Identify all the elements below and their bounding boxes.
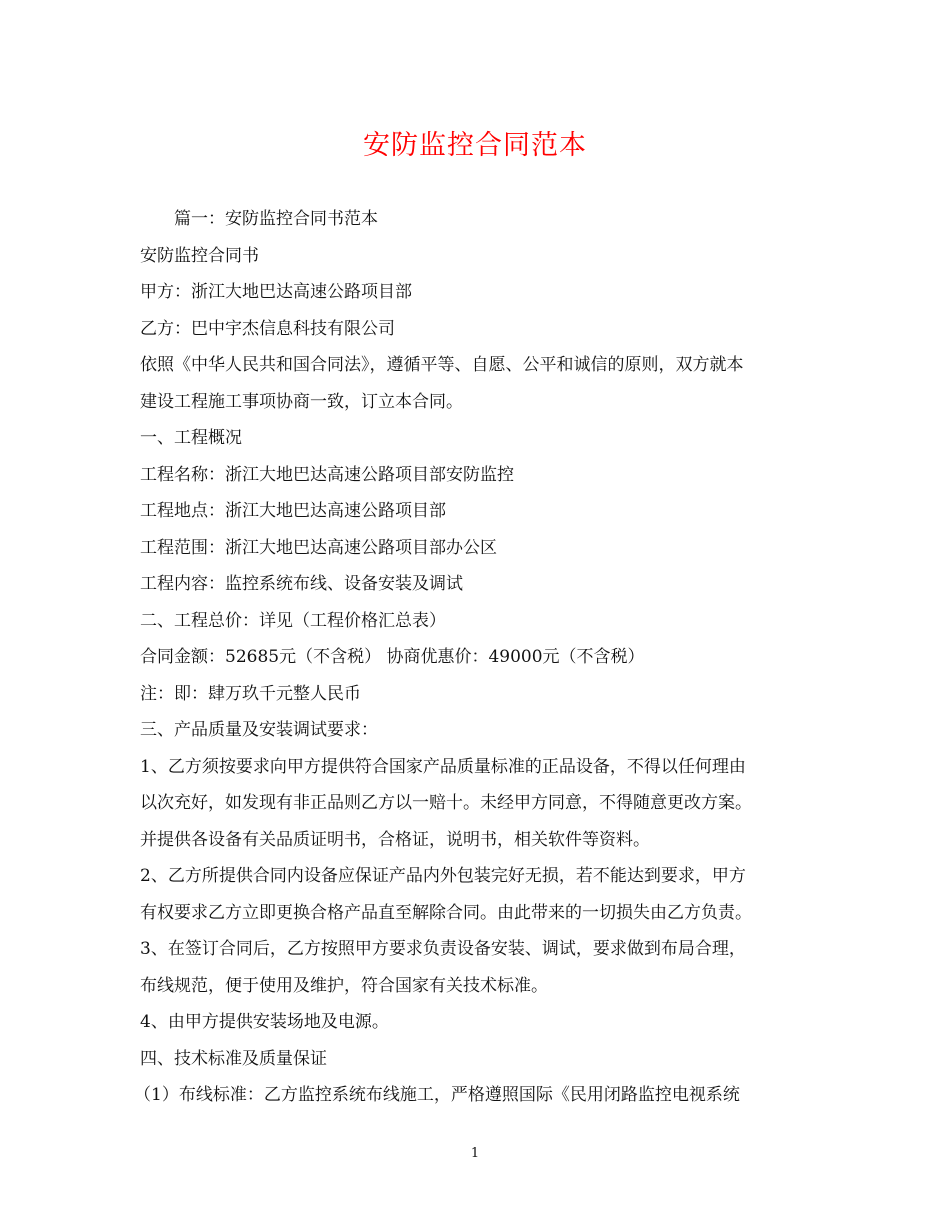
paragraph-line: 工程名称：浙江大地巴达高速公路项目部安防监控 [140,464,514,485]
party-a: 甲方：浙江大地巴达高速公路项目部 [140,282,412,302]
paragraph-line: 工程地点：浙江大地巴达高速公路项目部 [140,501,446,521]
paragraph-line: 工程范围：浙江大地巴达高速公路项目部办公区 [140,537,497,558]
document-title: 安防监控合同范本 [363,130,587,161]
paragraph-line: 注：即：肆万玖千元整人民币 [140,683,361,704]
document-body [134,201,820,1114]
paragraph-line: 1、乙方须按要求向甲方提供符合国家产品质量标准的正品设备，不得以任何理由 [140,756,746,777]
clause-heading: 一、工程概况 [140,428,242,448]
paragraph-line: 2、乙方所提供合同内设备应保证产品内外包装完好无损，若不能达到要求，甲方 [140,866,746,886]
clause-heading: 三、产品质量及安装调试要求： [140,720,378,740]
paragraph-line: 3、在签订合同后，乙方按照甲方要求负责设备安装、调试，要求做到布局合理， [140,939,746,959]
page-number: 1 [470,1146,480,1161]
clause-heading: 四、技术标准及质量保证 [140,1048,327,1069]
party-b: 乙方：巴中宇杰信息科技有限公司 [140,318,395,339]
clause-heading: 二、工程总价：详见（工程价格汇总表） [140,610,446,631]
paragraph-line: 以次充好，如发现有非正品则乙方以一赔十。未经甲方同意，不得随意更改方案。 [140,793,752,813]
paragraph-line: 有权要求乙方立即更换合格产品直至解除合同。由此带来的一切损失由乙方负责。 [140,902,752,923]
paragraph-line: 4、由甲方提供安装场地及电源。 [140,1012,389,1032]
paragraph-line: （1）布线标准：乙方监控系统布线施工，严格遵照国际《民用闭路监控电视系统 [134,1085,740,1105]
paragraph-line: 建设工程施工事项协商一致，订立本合同。 [140,391,463,412]
paragraph-line: 布线规范，便于使用及维护，符合国家有关技术标准。 [140,975,548,996]
paragraph-line: 依照《中华人民共和国合同法》，遵循平等、自愿、公平和诚信的原则，双方就本 [140,355,744,375]
contract-amount: 合同金额：52685元（不含税） 协商优惠价：49000元（不含税） [140,647,645,667]
section-heading: 篇一：安防监控合同书范本 [174,209,378,229]
paragraph-line: 并提供各设备有关品质证明书，合格证，说明书，相关软件等资料。 [140,829,650,850]
paragraph-line: 工程内容：监控系统布线、设备安装及调试 [140,574,463,594]
contract-name: 安防监控合同书 [140,245,259,266]
